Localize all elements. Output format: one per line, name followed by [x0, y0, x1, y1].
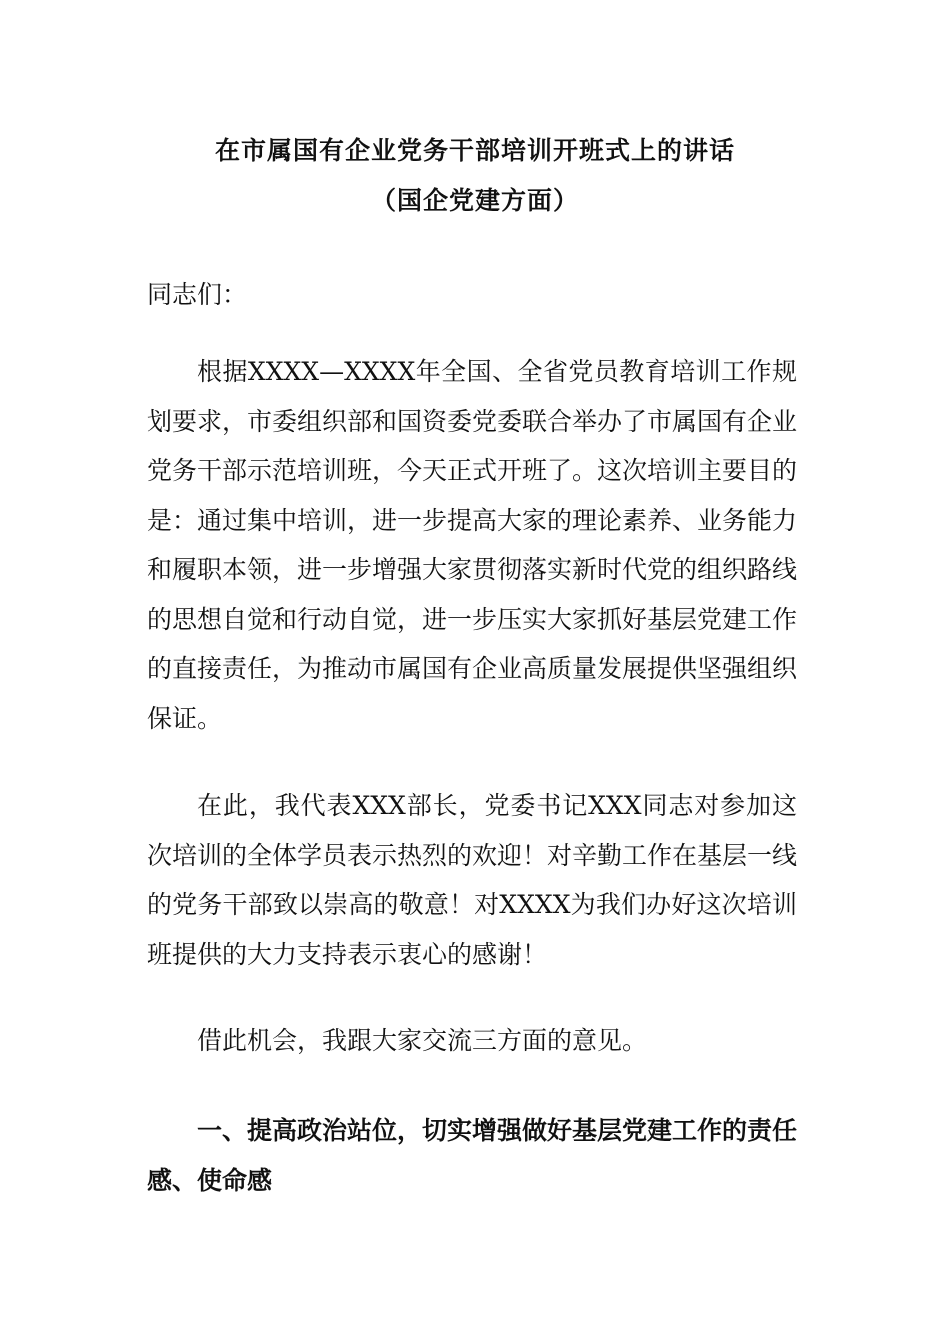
document-subtitle: （国企党建方面） [370, 186, 579, 215]
salutation: 同志们： [147, 280, 248, 309]
paragraph-1: 根据XXXX—XXXX年全国、全省党员教育培训工作规划要求，市委组织部和国资委党委联合举办了市属国有企业党务干部示范培训班，今天正式开班了。这次培训主要目的是：通过集中培训，进一步提高大家的理论素养、业务能力和履职本领，进一步增强大家贯彻落实新时代党的组织路线的思想自觉和行动自觉，进一步压实大家抓好基层党建工作的直接责任，为推动市属国有企业高质量发展提供坚强组织保证。 [147, 357, 798, 733]
paragraph-2: 在此，我代表XXX部长，党委书记XXX同志对参加这次培训的全体学员表示热烈的欢迎！对辛勤工作在基层一线的党务干部致以崇高的敬意！对XXXX为我们办好这次培训班提供的大力支持表示衷心的感谢！ [147, 791, 798, 969]
document-title: 在市属国有企业党务干部培训开班式上的讲话 [214, 136, 735, 165]
paragraph-3: 借此机会，我跟大家交流三方面的意见。 [197, 1026, 648, 1055]
section-heading-1: 一、提高政治站位，切实增强做好基层党建工作的责任感、使命感 [147, 1116, 798, 1195]
